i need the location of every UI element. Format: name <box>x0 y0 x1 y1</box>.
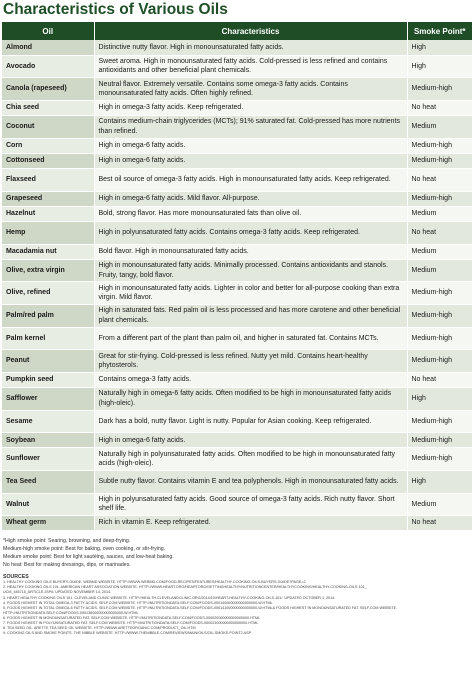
table-row <box>2 470 472 493</box>
table-row <box>2 327 472 350</box>
smoke-point-cell: Medium <box>407 116 472 139</box>
characteristics-cell: Dark has a bold, nutty flavor. Light is nutty. Popular for Asian cooking. Keep refrigerated. <box>94 410 407 433</box>
oil-name-cell: Grapeseed <box>2 191 94 206</box>
oil-name-cell: Safflower <box>2 387 94 410</box>
characteristics-cell: High in omega-6 fatty acids. <box>94 138 407 153</box>
characteristics-cell: Subtle nutty flavor. Contains vitamin E and tea polyphenols. High in monounsaturated fatty acids. <box>94 470 407 493</box>
characteristics-cell: High in polyunsaturated fatty acids. Good source of omega-3 fatty acids. Rich nutty flavor. Short shelf life. <box>94 493 407 516</box>
oil-name-cell: Canola (rapeseed) <box>2 78 94 101</box>
smoke-point-cell: No heat <box>407 222 472 245</box>
table-row <box>2 40 472 55</box>
characteristics-cell: High in monounsaturated fatty acids. Minimally processed. Contains antioxidants and stanols. Fruity, tangy, bold flavor. <box>94 259 407 282</box>
oil-name-cell: Sunflower <box>2 448 94 471</box>
characteristics-cell: Best oil source of omega-3 fatty acids. High in monounsaturated fatty acids. Keep refrigerated. <box>94 169 407 192</box>
characteristics-cell: Rich in vitamin E. Keep refrigerated. <box>94 516 407 531</box>
oil-name-cell: Coconut <box>2 116 94 139</box>
table-row <box>2 448 472 471</box>
smoke-point-cell: Medium-high <box>407 304 472 327</box>
smoke-point-notes <box>2 537 472 569</box>
characteristics-cell: Great for stir-frying. Cold-pressed is less refined. Nutty yet mild. Contains heart-healthy phytosterols. <box>94 350 407 373</box>
source-line: HTTP://NUTRITIONDATA.SELF.COM/FOODS-000136000000000000000-W.HTML <box>3 610 139 615</box>
oil-name-cell: Macadamia nut <box>2 244 94 259</box>
smoke-point-cell: No heat <box>407 100 472 115</box>
table-row <box>2 433 472 448</box>
smoke-point-cell: Medium-high <box>407 153 472 168</box>
oil-name-cell: Olive, extra virgin <box>2 259 94 282</box>
table-row <box>2 78 472 101</box>
source-line: 7. FOODS HIGHEST IN POLYUNSATURATED FAT. SELF.COM WEBSITE. HTTP://NUTRITIONDATA.SELF.COM/FOODS-000021000000000000000.HTML <box>3 621 259 626</box>
table-header-row <box>2 22 472 40</box>
oil-name-cell: Almond <box>2 40 94 55</box>
oil-name-cell: Tea Seed <box>2 470 94 493</box>
smoke-point-cell: Medium-high <box>407 78 472 101</box>
header-oil: Oil <box>2 22 94 40</box>
oil-name-cell: Sesame <box>2 410 94 433</box>
source-line: 8. TEA SEED OIL. ARETTE TEA SEED OIL WEBSITE. HTTP://WWW.ARETTEORGANIC.COM/PRODUCT_OIL.HTM <box>3 626 196 631</box>
oil-name-cell: Walnut <box>2 493 94 516</box>
source-line: 1. HEALTHY COOKING OILS BUYER'S GUIDE. WEBMD WEBSITE. HTTP://WWW.WEBMD.COM/FOOD-RECIPES/FEATURES/HEALTHY-COOKING-OILS-BUYERS-GUIDE?PAGE=2 <box>3 580 306 585</box>
characteristics-cell: Distinctive nutty flavor. High in monounsaturated fatty acids. <box>94 40 407 55</box>
characteristics-cell: High in omega-6 fatty acids. <box>94 433 407 448</box>
table-row <box>2 222 472 245</box>
source-line: UCM_445715_ARTICLE.JSP#. UPDATED NOVEMBER 14, 2014. <box>3 590 112 595</box>
characteristics-cell: High in saturated fats. Red palm oil is less processed and has more carotene and other beneficial plant chemicals. <box>94 304 407 327</box>
table-row <box>2 191 472 206</box>
smoke-point-cell: Medium-high <box>407 327 472 350</box>
note-line: No heat: Best for making dressings, dips, or marinades. <box>3 562 131 569</box>
table-row <box>2 100 472 115</box>
sources <box>2 574 472 636</box>
characteristics-cell: Bold, strong flavor. Has more monounsaturated fats than olive oil. <box>94 206 407 221</box>
oil-name-cell: Flaxseed <box>2 169 94 192</box>
table-row <box>2 372 472 387</box>
header-smoke-point: Smoke Point* <box>407 22 472 40</box>
oil-name-cell: Soybean <box>2 433 94 448</box>
source-line: 5. FOODS HIGHEST IN TOTAL OMEGA-6 FATTY ACIDS. SELF.COM WEBSITE. HTTP://NUTRITIONDATA.SELF.COM/FOODS-000141000000000000000-W.HTML& FOODS HIGHEST IN MONOUNSATURATED FAT. SELF.COM WEBSITE. <box>3 605 398 610</box>
smoke-point-cell: Medium <box>407 493 472 516</box>
header-characteristics: Characteristics <box>94 22 407 40</box>
oil-name-cell: Peanut <box>2 350 94 373</box>
oil-name-cell: Cottonseed <box>2 153 94 168</box>
note-line: Medium-high smoke point: Best for baking, oven cooking, or stir-frying. <box>3 546 166 553</box>
table-row <box>2 153 472 168</box>
smoke-point-cell: Medium-high <box>407 410 472 433</box>
characteristics-cell: High in monounsaturated fatty acids. Lighter in color and better for all-purpose cooking than extra virgin. Mild flavor. <box>94 282 407 305</box>
smoke-point-cell: High <box>407 470 472 493</box>
sources-list <box>3 580 472 636</box>
table-row <box>2 55 472 78</box>
oil-name-cell: Palm kernel <box>2 327 94 350</box>
oil-name-cell: Avocado <box>2 55 94 78</box>
table-row <box>2 244 472 259</box>
smoke-point-cell: Medium <box>407 259 472 282</box>
characteristics-cell: Neutral flavor. Extremely versatile. Contains some omega-3 fatty acids. Contains monounsaturated fatty acids. Often highly refined. <box>94 78 407 101</box>
oil-name-cell: Hemp <box>2 222 94 245</box>
smoke-point-cell: Medium <box>407 206 472 221</box>
oil-name-cell: Wheat germ <box>2 516 94 531</box>
table-row <box>2 259 472 282</box>
characteristics-cell: Naturally high in omega-6 fatty acids. Often modified to be high in monounsaturated fatty acids (high-oleic). <box>94 387 407 410</box>
table-row <box>2 116 472 139</box>
smoke-point-cell: Medium-high <box>407 350 472 373</box>
smoke-point-cell: No heat <box>407 516 472 531</box>
sources-heading: SOURCES <box>3 574 29 581</box>
smoke-point-cell: High <box>407 55 472 78</box>
smoke-point-cell: No heat <box>407 372 472 387</box>
smoke-point-cell: Medium-high <box>407 433 472 448</box>
smoke-point-cell: No heat <box>407 169 472 192</box>
characteristics-cell: Contains omega-3 fatty acids. <box>94 372 407 387</box>
characteristics-cell: High in omega-6 fatty acids. Mild flavor. All-purpose. <box>94 191 407 206</box>
table-row <box>2 138 472 153</box>
smoke-point-cell: Medium <box>407 244 472 259</box>
oils-table <box>2 22 472 531</box>
characteristics-cell: Contains medium-chain triglycerides (MCTs); 91% saturated fat. Cold-pressed has more nutrients than refined. <box>94 116 407 139</box>
source-line: 2. HEALTHY COOKING OILS 101. AMERICAN HEART ASSOCIATION WEBSITE. HTTP://WWW.HEART.ORG/HEARTORG/GETTINGHEALTHY/NUTRITIONCENTER/HEALTHYCOOKING/HEALTHY-COOKING-OILS-101_ <box>3 585 367 590</box>
smoke-point-cell: High <box>407 387 472 410</box>
smoke-point-cell: Medium-high <box>407 282 472 305</box>
table-row <box>2 493 472 516</box>
table-row <box>2 516 472 531</box>
table-row <box>2 387 472 410</box>
smoke-point-cell: Medium-high <box>407 448 472 471</box>
source-line: 3. HEART-HEALTHY COOKING OILS 101. CLEVELAND CLINIC WEBSITE. HTTP://HEALTH.CLEVELANDCLINIC.ORG/2014/10/HEART-HEALTHY-COOKING-OILS-101/. UPDATED OCTOBER 1, 2014. <box>3 595 336 600</box>
smoke-point-cell: Medium-high <box>407 138 472 153</box>
source-line: 9. COOKING OILS AND SMOKE POINTS. THE NIBBLE WEBSITE. HTTP://WWW.THENIBBLE.COM/REVIEWS/MAIN/OILS/OIL-SMOKE-POINT2.ASP <box>3 631 252 636</box>
characteristics-cell: From a different part of the plant than palm oil, and higher in saturated fat. Contains MCTs. <box>94 327 407 350</box>
oil-name-cell: Olive, refined <box>2 282 94 305</box>
oil-name-cell: Palm/red palm <box>2 304 94 327</box>
table-row <box>2 206 472 221</box>
table-row <box>2 169 472 192</box>
note-line: Medium smoke point: Best for light sautéing, sauces, and low-heat baking. <box>3 554 174 561</box>
table-body <box>2 40 472 531</box>
characteristics-cell: Naturally high in polyunsaturated fatty acids. Often modified to be high in monounsaturated fatty acids (high-oleic). <box>94 448 407 471</box>
table-row <box>2 410 472 433</box>
smoke-point-cell: High <box>407 40 472 55</box>
document-title: Characteristics of Various Oils <box>3 1 228 18</box>
table-row <box>2 304 472 327</box>
oil-name-cell: Corn <box>2 138 94 153</box>
note-line: *High smoke point: Searing, browning, and deep-frying. <box>3 538 131 545</box>
source-line: 6. FOODS HIGHEST IN MONOUNSATURATED FAT. SELF.COM WEBSITE. HTTP://NUTRITIONDATA.SELF.COM/FOODS-000020000000000000000.HTML <box>3 615 261 620</box>
characteristics-cell: High in omega-3 fatty acids. Keep refrigerated. <box>94 100 407 115</box>
source-line: 4. FOODS HIGHEST IN TOTAL OMEGA-3 FATTY ACIDS. SELF.COM WEBSITE. HTTP://NUTRITIONDATA.SELF.COM/FOODS-000140000000000000000-W.HTML <box>3 600 273 605</box>
smoke-point-cell: Medium-high <box>407 191 472 206</box>
characteristics-cell: Sweet aroma. High in monounsaturated fatty acids. Cold-pressed is less refined and contains antioxidants and other beneficial plant chemicals. <box>94 55 407 78</box>
characteristics-cell: Bold flavor. High in monounsaturated fatty acids. <box>94 244 407 259</box>
oil-name-cell: Pumpkin seed <box>2 372 94 387</box>
oil-name-cell: Hazelnut <box>2 206 94 221</box>
table-row <box>2 282 472 305</box>
characteristics-cell: High in polyunsaturated fatty acids. Contains omega-3 fatty acids. Keep refrigerated. <box>94 222 407 245</box>
oil-name-cell: Chia seed <box>2 100 94 115</box>
characteristics-cell: High in omega-6 fatty acids. <box>94 153 407 168</box>
table-row <box>2 350 472 373</box>
